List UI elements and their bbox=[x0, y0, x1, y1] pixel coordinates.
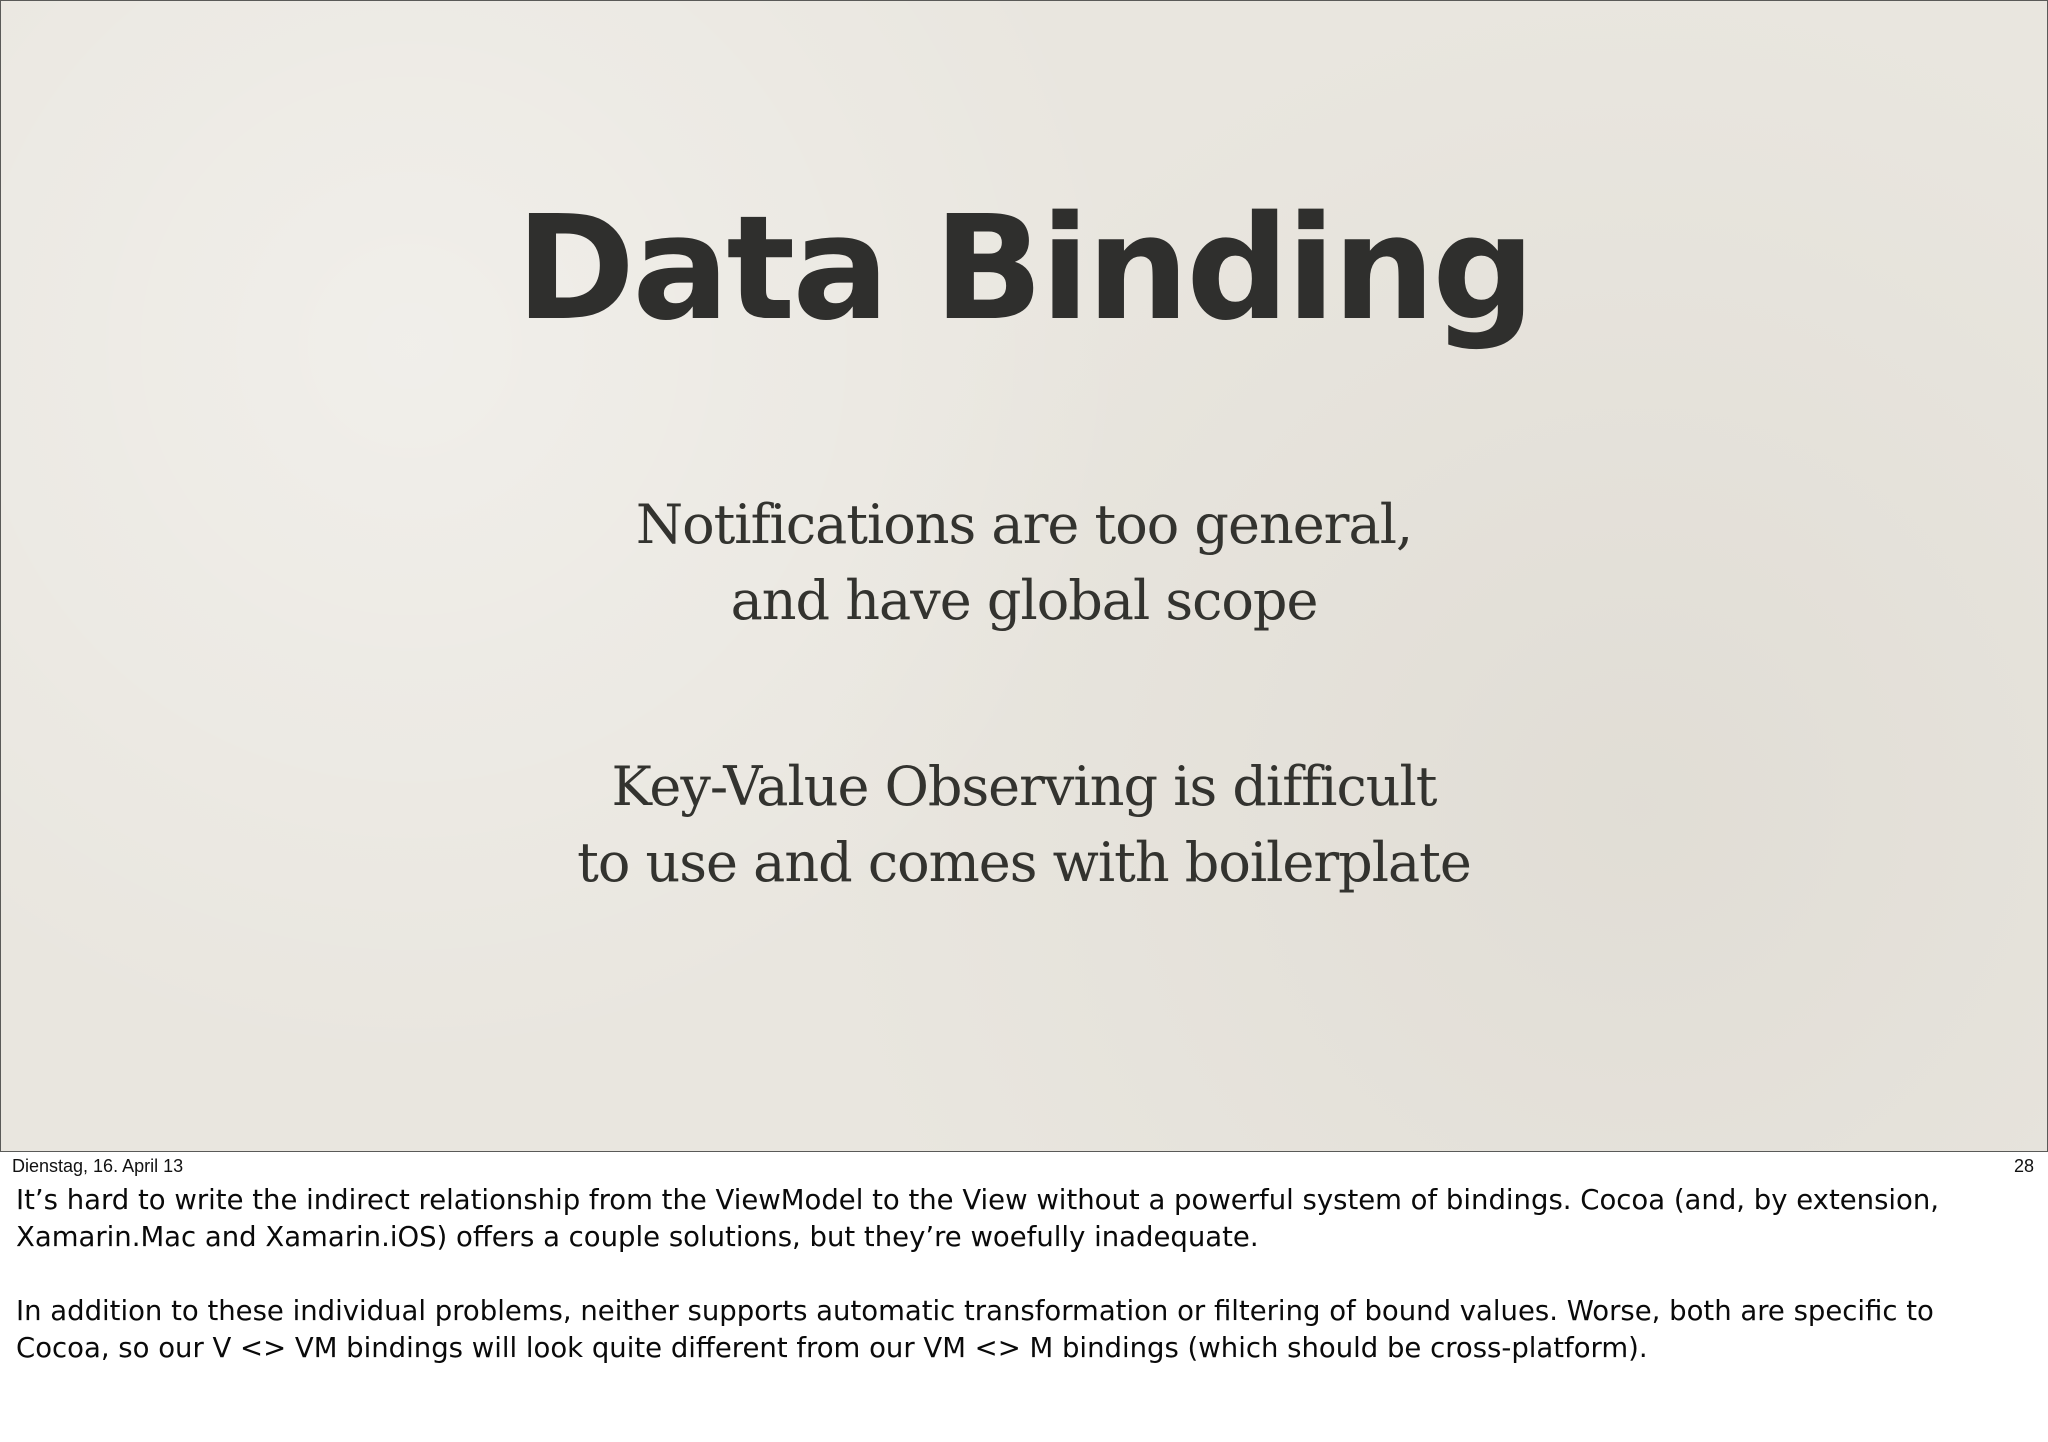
page-number: 28 bbox=[2013, 1156, 2034, 1176]
speaker-notes bbox=[16, 1182, 2026, 1404]
slide-paragraph-line: Key-Value Observing is difficult bbox=[611, 755, 1437, 818]
slide-paragraph-kvo bbox=[1, 749, 2047, 901]
slide-paragraph-line: to use and comes with boilerplate bbox=[577, 831, 1471, 894]
slide-paragraph-notifications bbox=[1, 487, 2047, 639]
notes-paragraph: In addition to these individual problems, neither supports automatic transformation or filtering of bound values. Worse, both are specific to Cocoa, so our V <> VM bindings will look quite different from our VM <> M bindings (which should be cross-platform). bbox=[16, 1295, 1934, 1364]
notes-paragraph: It’s hard to write the indirect relationship from the ViewModel to the View without a powerful system of bindings. Cocoa (and, by extension, Xamarin.Mac and Xamarin.iOS) offers a couple solutions, but they’re woefully inadequate. bbox=[16, 1184, 1940, 1253]
slide-paragraph-line: Notifications are too general, bbox=[635, 493, 1413, 556]
slide-paragraph-line: and have global scope bbox=[730, 569, 1318, 632]
slide-title: Data Binding bbox=[515, 184, 1533, 352]
print-date: Dienstag, 16. April 13 bbox=[12, 1156, 184, 1176]
